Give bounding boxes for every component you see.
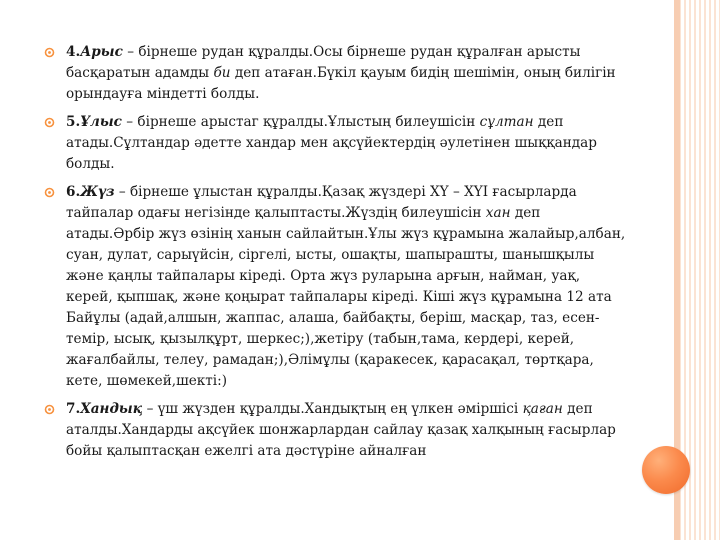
bullet-marker-icon (44, 187, 54, 197)
bullet-number: 5. (66, 114, 81, 130)
bullet-list (40, 42, 630, 469)
bullet-text: – бірнеше ұлыстан құралды.Қазақ жүздері ХҮ – ХҮІ ғасырларда тайпалар одағы негізінде қалыптасты.Жүздің билеушісін (66, 184, 577, 221)
bullet-text: – бірнеше рудан құралды.Осы бірнеше рудан құралған арысты басқаратын адамды (66, 44, 581, 81)
bullet-term: Жүз (80, 184, 115, 200)
bullet-text: деп атаған.Бүкіл қауым бидің шешімін, оның билігін орындауға міндетті болды. (66, 65, 616, 102)
bullet-term: Арыс (80, 44, 123, 60)
bullet-number: 7. (66, 401, 81, 417)
bullet-text: деп атады.Әрбір жүз өзінің ханын сайлайтын.Ұлы жүз құрамына жалайыр,албан, суан, дулат, сарыүйсін, сіргелі, ысты, ошақты, шапырашты, шанышқылы және қаңлы тайпалары кіреді. Орта жүз руларына арғын, найман, уақ, керей, қыпшақ, және қоңырат тайпалары кіреді. Кіші жүз құрамына 12 ата Байұлы (адай,алшын, жаппас, алаша, байбақты, беріш, масқар, таз, есен-темір, ысық, қызылқұрт, шеркес;),жетіру (табын,тама, кердері, керей, жағалбайлы, телеу, рамадан;),Әлімұлы (қаракесек, қарасақал, төртқара, кете, шөмекей,шекті:) (66, 205, 626, 389)
bullet-number: 6. (66, 184, 81, 200)
bullet-item-khandyq (40, 399, 630, 462)
bullet-marker-icon (44, 47, 54, 57)
bullet-term: Хандық (80, 401, 143, 417)
bullet-text: – үш жүзден құралды.Хандықтың ең үлкен әміршісі (142, 401, 523, 417)
bullet-italic-term: би (213, 65, 231, 81)
bullet-text: деп атады.Сұлтандар әдетте хандар мен ақсүйектердің әулетінен шыққандар болды. (66, 114, 597, 172)
bullet-italic-term: қаған (522, 401, 563, 417)
bullet-item-zhuz (40, 182, 630, 392)
bullet-marker-icon (44, 117, 54, 127)
bullet-marker-icon (44, 404, 54, 414)
bullet-italic-term: хан (485, 205, 511, 221)
bullet-text: – бірнеше арыстаг құралды.Ұлыстың билеушісін (121, 114, 480, 130)
bullet-term: Ұлыс (80, 114, 122, 130)
bullet-item-ulys (40, 112, 630, 175)
decorative-orange-circle (642, 446, 690, 494)
bullet-item-arys (40, 42, 630, 105)
bullet-number: 4. (66, 44, 81, 60)
bullet-italic-term: сұлтан (479, 114, 534, 130)
bullet-text: деп аталды.Хандарды ақсүйек шонжарлардан сайлау қазақ халқының ғасырлар бойы қалыптасқан ежелгі ата дәстүріне айналған (66, 401, 616, 459)
